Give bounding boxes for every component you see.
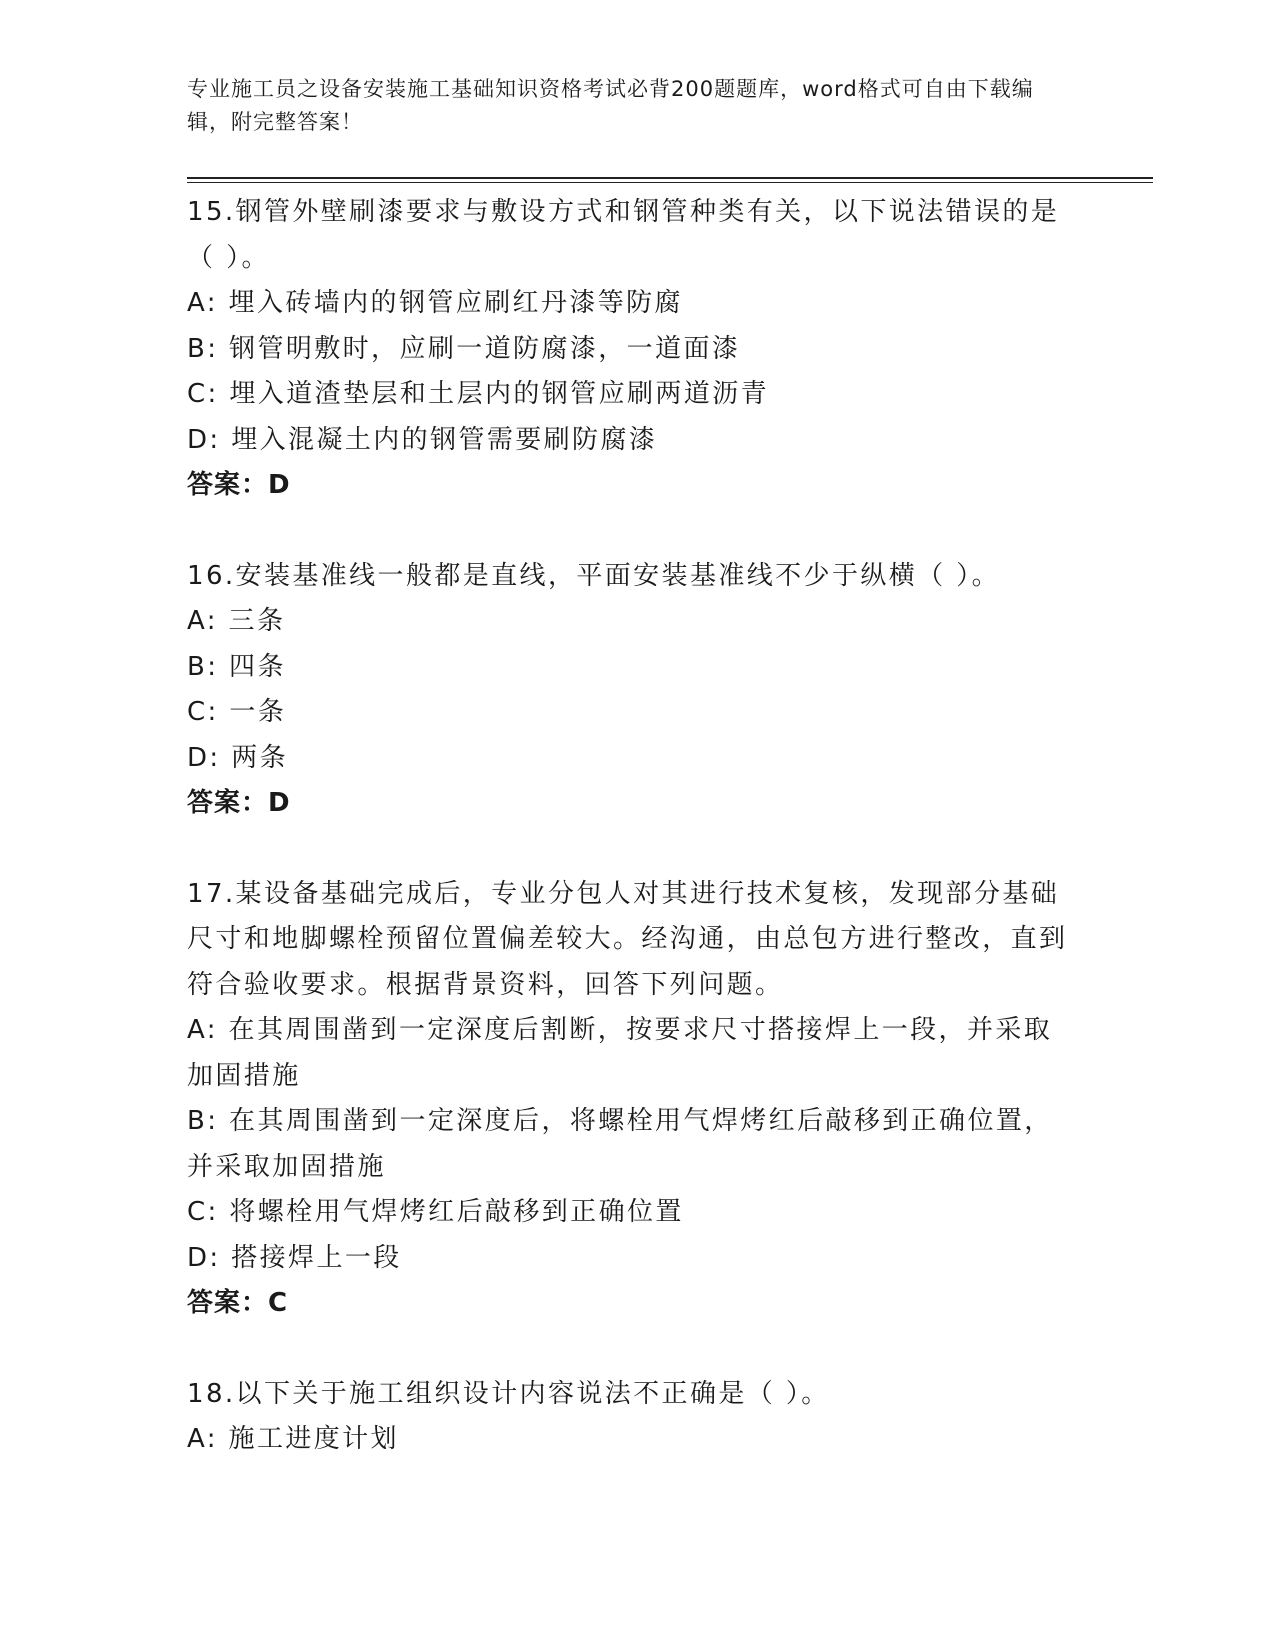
question-text: 17.某设备基础完成后，专业分包人对其进行技术复核，发现部分基础尺寸和地脚螺栓预留位置偏差较大。经沟通，由总包方进行整改，直到符合验收要求。根据背景资料，回答下列问题。 (187, 878, 1068, 1000)
question-16 (187, 554, 1077, 827)
question-text: 18.以下关于施工组织设计内容说法不正确是（ ）。 (187, 1378, 830, 1409)
option-c: C: 埋入道渣垫层和土层内的钢管应刷两道沥青 (187, 379, 769, 409)
option-a: A: 施工进度计划 (187, 1424, 399, 1454)
question-text: 15.钢管外壁刷漆要求与敷设方式和钢管种类有关，以下说法错误的是（ ）。 (187, 197, 1060, 273)
question-15 (187, 190, 1077, 509)
question-18 (187, 1372, 1077, 1463)
header-divider-thin (187, 182, 1153, 183)
option-b: B: 四条 (187, 651, 286, 682)
option-d: D: 搭接焊上一段 (187, 1242, 402, 1273)
answer-text: 答案：C (187, 1288, 289, 1318)
option-d: D: 埋入混凝土内的钢管需要刷防腐漆 (187, 424, 658, 455)
option-c: C: 一条 (187, 697, 287, 727)
option-c: C: 将螺栓用气焊烤红后敲移到正确位置 (187, 1197, 684, 1227)
option-a: A: 埋入砖墙内的钢管应刷红丹漆等防腐 (187, 288, 683, 318)
option-a: A: 三条 (187, 606, 286, 636)
option-a: A: 在其周围凿到一定深度后割断，按要求尺寸搭接焊上一段，并采取加固措施 (187, 1015, 1053, 1091)
question-17 (187, 872, 1077, 1327)
answer-text: 答案：D (187, 788, 291, 818)
option-b: B: 钢管明敷时，应刷一道防腐漆，一道面漆 (187, 333, 741, 364)
question-text: 16.安装基准线一般都是直线，平面安装基准线不少于纵横（ ）。 (187, 560, 1001, 591)
option-b: B: 在其周围凿到一定深度后，将螺栓用气焊烤红后敲移到正确位置，并采取加固措施 (187, 1106, 1053, 1182)
question-list (187, 190, 1077, 1508)
option-d: D: 两条 (187, 742, 289, 773)
header-divider-thick (187, 177, 1153, 179)
document-header: 专业施工员之设备安装施工基础知识资格考试必背200题题库，word格式可自由下载编辑，附完整答案！ (187, 77, 1034, 134)
answer-text: 答案：D (187, 470, 291, 500)
